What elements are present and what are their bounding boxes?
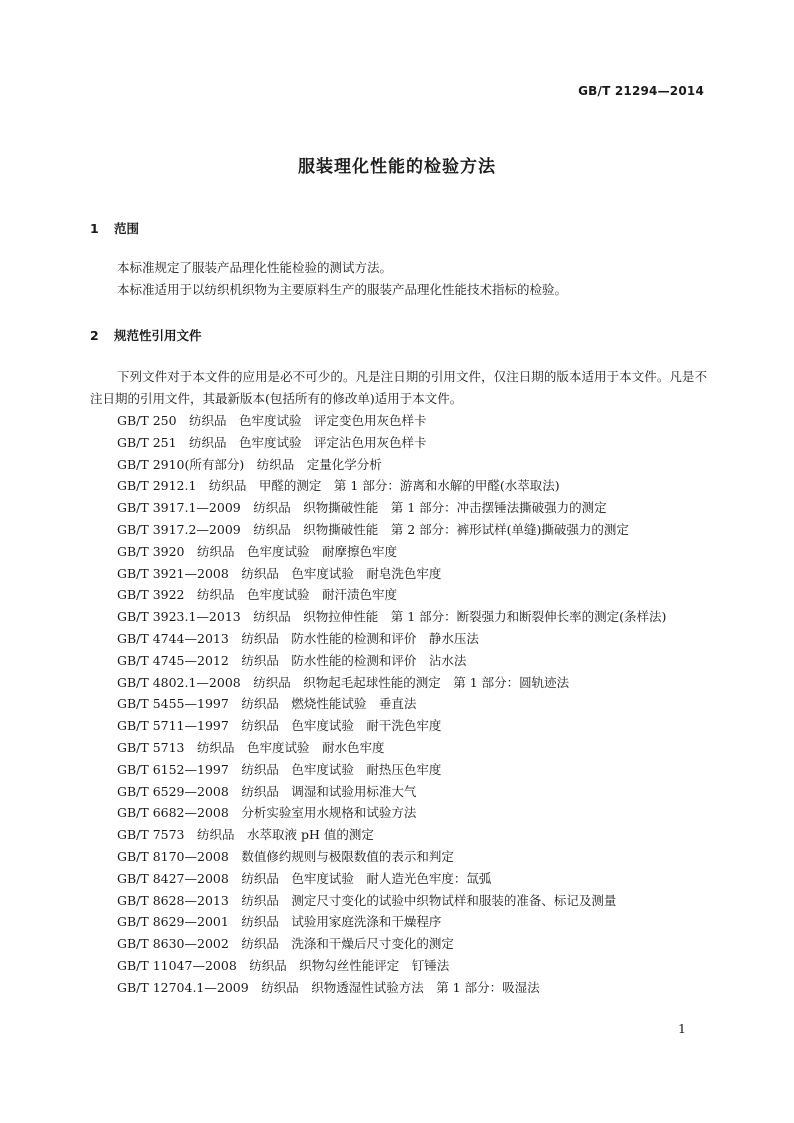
scope-paragraph: 本标准适用于以纺织机织物为主要原料生产的服装产品理化性能技术指标的检验。 <box>117 282 568 297</box>
reference-item: GB/T 4745—2012 纺织品 防水性能的检测和评价 沾水法 <box>117 652 467 668</box>
section-heading-scope <box>90 219 139 237</box>
reference-item: GB/T 4802.1—2008 纺织品 织物起毛起球性能的测定 第 1 部分：圆轨迹法 <box>117 674 570 690</box>
reference-item: GB/T 3917.1—2009 纺织品 织物撕破性能 第 1 部分：冲击摆锤法撕破强力的测定 <box>117 500 607 516</box>
reference-item: GB/T 251 纺织品 色牢度试验 评定沾色用灰色样卡 <box>117 434 427 450</box>
reference-item: GB/T 3920 纺织品 色牢度试验 耐摩擦色牢度 <box>117 543 398 559</box>
scope-paragraph: 本标准规定了服装产品理化性能检验的测试方法。 <box>117 260 393 275</box>
section-title: 范围 <box>114 221 140 236</box>
section-number: 2 <box>90 328 99 343</box>
reference-item: GB/T 3921—2008 纺织品 色牢度试验 耐皂洗色牢度 <box>117 565 442 581</box>
reference-item: GB/T 2910(所有部分) 纺织品 定量化学分析 <box>117 456 382 472</box>
reference-item: GB/T 6529—2008 纺织品 调湿和试验用标准大气 <box>117 783 417 799</box>
reference-item: GB/T 6152—1997 纺织品 色牢度试验 耐热压色牢度 <box>117 761 442 777</box>
reference-item: GB/T 11047—2008 纺织品 织物勾丝性能评定 钉锤法 <box>117 957 450 973</box>
reference-item: GB/T 3923.1—2013 纺织品 织物拉伸性能 第 1 部分：断裂强力和断裂伸长率的测定(条样法) <box>117 609 667 625</box>
reference-item: GB/T 8170—2008 数值修约规则与极限数值的表示和判定 <box>117 848 454 864</box>
reference-item: GB/T 7573 纺织品 水萃取液 pH 值的测定 <box>117 827 374 843</box>
reference-item: GB/T 3922 纺织品 色牢度试验 耐汗渍色牢度 <box>117 587 398 603</box>
standard-code: GB/T 21294—2014 <box>578 84 704 98</box>
reference-item: GB/T 5713 纺织品 色牢度试验 耐水色牢度 <box>117 739 385 755</box>
reference-list <box>90 410 707 999</box>
reference-item: GB/T 8629—2001 纺织品 试验用家庭洗涤和干燥程序 <box>117 914 442 930</box>
page-number: 1 <box>678 1021 686 1036</box>
reference-item: GB/T 8630—2002 纺织品 洗涤和干燥后尺寸变化的测定 <box>117 936 454 952</box>
reference-item: GB/T 12704.1—2009 纺织品 织物透湿性试验方法 第 1 部分：吸湿法 <box>117 979 540 995</box>
reference-item: GB/T 2912.1 纺织品 甲醛的测定 第 1 部分：游离和水解的甲醛(水萃取法) <box>117 478 560 494</box>
reference-item: GB/T 8628—2013 纺织品 测定尺寸变化的试验中织物试样和服装的准备、标记及测量 <box>117 892 617 908</box>
reference-item: GB/T 5711—1997 纺织品 色牢度试验 耐干洗色牢度 <box>117 718 442 734</box>
document-title: 服装理化性能的检验方法 <box>298 157 496 177</box>
section-title: 规范性引用文件 <box>114 328 202 343</box>
reference-item: GB/T 5455—1997 纺织品 燃烧性能试验 垂直法 <box>117 696 417 712</box>
reference-item: GB/T 3917.2—2009 纺织品 织物撕破性能 第 2 部分：裤形试样(单缝)撕破强力的测定 <box>117 521 629 537</box>
references-intro-paragraph: 下列文件对于本文件的应用是必不可少的。凡是注日期的引用文件，仅注日期的版本适用于本文件。凡是不注日期的引用文件，其最新版本(包括所有的修改单)适用于本文件。 <box>90 369 707 406</box>
section-number: 1 <box>90 221 99 236</box>
reference-item: GB/T 4744—2013 纺织品 防水性能的检测和评价 静水压法 <box>117 630 479 646</box>
reference-item: GB/T 8427—2008 纺织品 色牢度试验 耐人造光色牢度：氙弧 <box>117 870 492 886</box>
reference-item: GB/T 250 纺织品 色牢度试验 评定变色用灰色样卡 <box>117 413 427 428</box>
section-heading-normative-references <box>90 326 202 344</box>
reference-item: GB/T 6682—2008 分析实验室用水规格和试验方法 <box>117 805 417 821</box>
